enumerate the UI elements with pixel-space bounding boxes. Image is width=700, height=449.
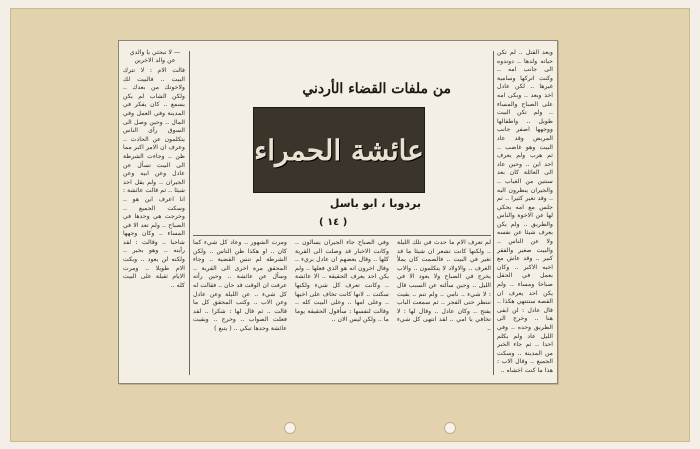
punch-hole <box>444 422 456 434</box>
article-byline: بردوبا ، ابو باسل <box>329 197 421 210</box>
headline-banner <box>253 107 425 193</box>
article-header <box>191 47 491 237</box>
left-text-column <box>123 67 185 377</box>
right-column-text: وبعد القتل .. لم تكن حياته ولدها .. دوندوه الى جانب امه .. وكنت اتركها وسامية غيرها .. لكن عادل اخذ وبعد .. وبكى امه على الصباح والمساء .. ولم تكن البيت طويل .. واطفالها ووجهها اصفر جانب المريض وقد عاد البيت وهو غاضب .. ثم هرب ولم يعرف احد اين .. وحين عاد الى العائلة كان بعد سنتين من الغياب .. والجيران ينظرون اليه .. وقد تغير كثيرا .. ثم جلس مع امه يحكي لها عن الاخوة والناس والطريق .. ولم يكن يعرف شيئا عن نفسه ولا عن الناس .. والبيت صغير والفقر كبير .. وقد عاش مع اخيه الاكبر .. وكان يعمل في الحقل صباحا ومساء .. ولم يكن احد يعرف ان القصة ستنتهي هكذا .. قال عادل : لن ابقى هنا .. وخرج الى الطريق وحده .. وفي الليل عاد ولم يكلم احدا .. ثم جاء الخبر من المدينة .. وسكت الجميع .. وقال الاب : هذا ما كنت اخشاه .. <box>497 49 553 374</box>
article-kicker: من ملفات القضاء الأردني <box>302 81 451 97</box>
body-column-text: وفي الصباح جاء الجيران يسألون .. وكانت الاخبار قد وصلت الى القرية كلها .. وقال بعضهم ان عادل بريء .. وقال اخرون انه هو الذي فعلها .. ولم يكن احد يعرف الحقيقة .. الا عائشة .. وكانت تعرف كل شيء ولكنها سكتت .. لانها كانت تخاف على اخيها .. وعلى امها .. وعلى البيت كله .. وقالت لنفسها : سأقول الحقيقة يوما ما .. ولكن ليس الان .. <box>295 239 389 324</box>
newspaper-clipping <box>118 40 558 384</box>
body-column <box>397 239 491 377</box>
episode-number: ( ١٤ ) <box>319 217 348 228</box>
punch-hole <box>284 422 296 434</box>
body-column <box>193 239 287 377</box>
article-headline: عائشة الحمراء <box>254 133 424 167</box>
left-column-text: قالت الام : لا تترك البيت .. فالبيت لك ولاخوتك من بعدك .. ولكن الشاب لم يكن يسمع .. كان يفكر في المدينة وفي العمل وفي المال .. وحين وصل الى السوق رأى الناس يتكلمون عن الحادث .. وعرف ان الامر اكبر مما ظن .. وجاءت الشرطة الى البيت تسأل عن عادل وعن ابيه وعن الجيران .. ولم يقل احد شيئا .. ثم قالت عائشة : انا اعرف اين هو .. وسكت الجميع .. وخرجت هي وحدها في الصباح .. ولم تعد الا في المساء .. وكان وجهها شاحبا .. وقالت : لقد رأيته .. وهو بخير .. ولكنه لن يعود .. وبكت الام طويلا .. ومرت الايام ثقيلة على البيت كله .. <box>123 67 185 289</box>
body-column <box>295 239 389 377</box>
left-column-header: — لا تبحثي يا والدي عن والد الاخرين <box>129 49 181 64</box>
body-column-text: ومرت الشهور .. وعاد كل شيء كما كان .. او هكذا ظن الناس .. ولكن الشرطة لم تنس القضية .. وجاء المحقق مرة اخرى الى القرية .. وسأل عن عائشة .. وحين رأته عرفت ان الوقت قد حان .. فقالت له كل شيء .. عن الليلة وعن عادل وعن الاب .. وكتب المحقق كل ما قالت .. ثم قال لها : شكرا .. لقد فعلت الصواب .. وخرج .. وبقيت عائشة وحدها تبكي .. ( يتبع ) <box>193 239 287 332</box>
column-divider <box>189 51 190 375</box>
right-text-column <box>497 49 553 377</box>
column-divider <box>493 51 494 375</box>
body-column-text: لم تعرف الام ما حدث في تلك الليلة .. ولكنها كانت تشعر ان شيئا ما قد تغير في البيت .. فالصمت كان يملأ الغرف .. والاولاد لا يتكلمون .. والاب يخرج في الصباح ولا يعود الا في الليل .. وحين سألته عن السبب قال : لا شيء .. نامي .. ولم تنم .. بقيت تنتظر حتى الفجر .. ثم سمعت الباب يفتح .. وكان عادل .. وقال لها : لا تخافي يا امي .. لقد انتهى كل شيء .. <box>397 239 491 332</box>
header-divider <box>193 235 491 236</box>
article-body <box>193 239 491 377</box>
